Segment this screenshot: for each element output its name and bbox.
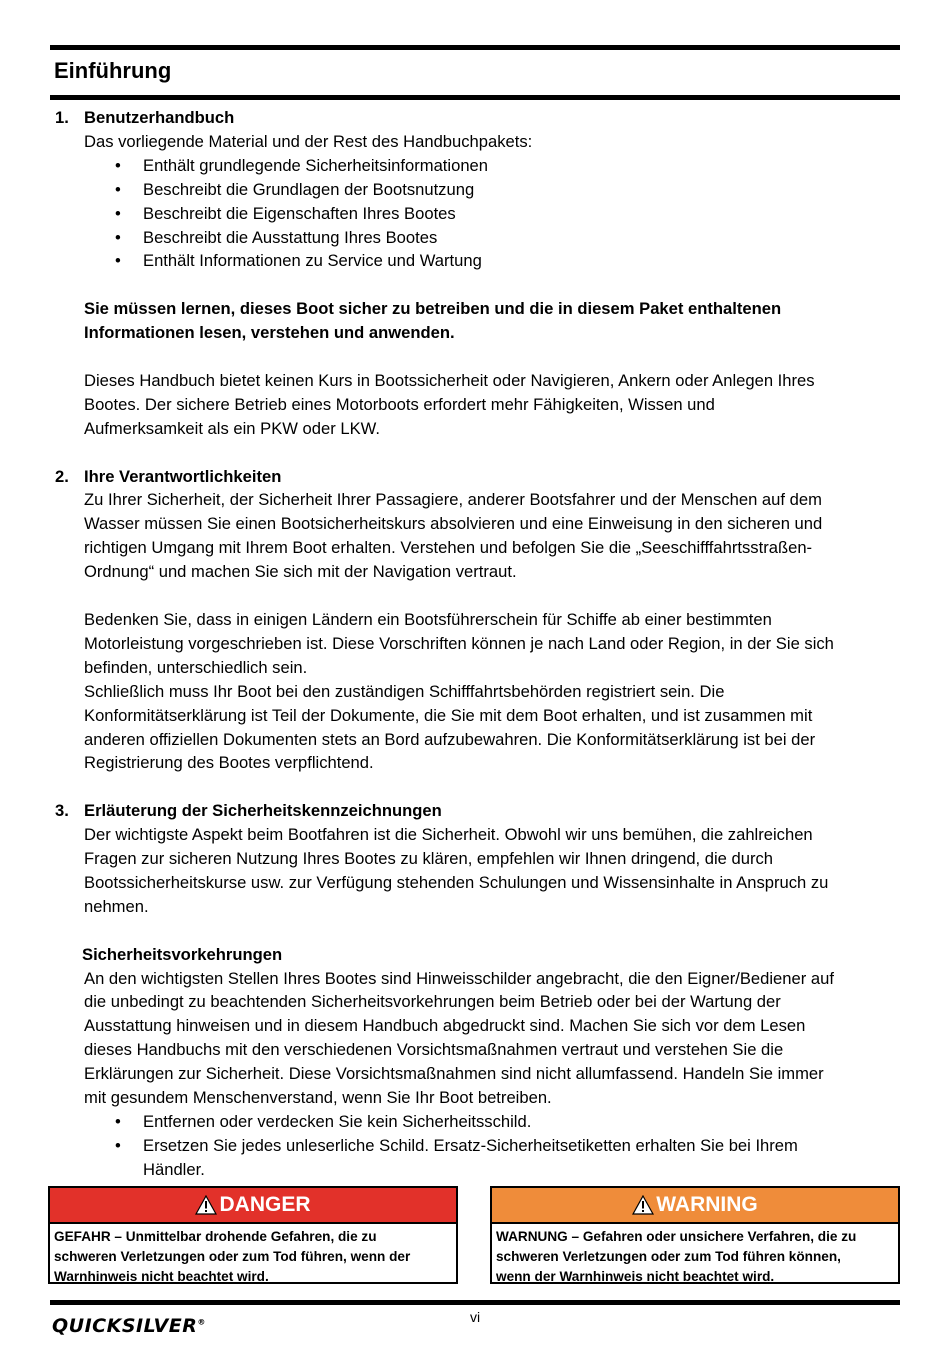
list-item: • Enthält grundlegende Sicherheitsinformationen bbox=[143, 154, 895, 178]
text-line: befinden, unterschiedlich sein. bbox=[84, 657, 308, 677]
text-line: Konformitätserklärung ist Teil der Dokumente, die Sie mit dem Boot erhalten, und ist zusammen mit bbox=[84, 705, 813, 725]
text-line: Informationen lesen, verstehen und anwenden. bbox=[84, 323, 455, 343]
section-3-bullet-list bbox=[55, 1110, 895, 1182]
section-1-emphasis bbox=[55, 297, 895, 345]
section-2-paragraph-1 bbox=[55, 488, 895, 584]
text-line: Bootes. Der sichere Betrieb eines Motorboots erfordert mehr Fähigkeiten, Wissen und bbox=[84, 394, 715, 414]
section-1-paragraph bbox=[55, 369, 895, 441]
section-1-bullet-list bbox=[55, 154, 895, 274]
page-title: Einführung bbox=[54, 58, 172, 83]
quicksilver-logo bbox=[52, 1315, 206, 1337]
text-line: schweren Verletzungen oder zum Tod führen können, bbox=[496, 1249, 841, 1264]
list-item bbox=[143, 1134, 895, 1182]
text-line: WARNUNG – Gefahren oder unsichere Verfahren, die zu bbox=[496, 1229, 857, 1244]
section-number: 3. bbox=[55, 801, 69, 821]
text-line: nehmen. bbox=[84, 896, 149, 916]
section-1-heading bbox=[55, 106, 895, 130]
registered-mark: ® bbox=[197, 1317, 206, 1327]
text-line: Ausstattung hinweisen und in diesem Handbuch abgedruckt sind. Machen Sie sich vor dem Lesen bbox=[84, 1016, 806, 1036]
section-number: 1. bbox=[55, 108, 69, 127]
text-line: Schließlich muss Ihr Boot bei den zuständigen Schifffahrtsbehörden registriert sein. Die bbox=[84, 681, 725, 701]
warning-sign bbox=[490, 1186, 900, 1284]
text-line: Bedenken Sie, dass in einigen Ländern ein Bootsführerschein für Schiffe ab einer bestimmten bbox=[84, 609, 772, 629]
text-line: wenn der Warnhinweis nicht beachtet wird. bbox=[496, 1269, 775, 1284]
text-line: schweren Verletzungen oder zum Tod führen, wenn der bbox=[54, 1249, 411, 1264]
page-number: vi bbox=[470, 1309, 481, 1325]
text-line: Sie müssen lernen, dieses Boot sicher zu betreiben und die in diesem Paket enthaltenen bbox=[84, 299, 782, 319]
text-line: Händler. bbox=[143, 1159, 205, 1179]
section-title: Erläuterung der Sicherheitskennzeichnungen bbox=[84, 801, 442, 821]
text-line: Fragen zur sicheren Nutzung Ihres Bootes zu klären, empfehlen wir Ihnen dringend, die durch bbox=[84, 849, 774, 869]
section-3-heading bbox=[55, 799, 895, 823]
text-line: Registrierung des Bootes verpflichtend. bbox=[84, 753, 374, 773]
text-line: GEFAHR – Unmittelbar drohende Gefahren, die zu bbox=[54, 1229, 377, 1244]
text-line: mit gesundem Menschenverstand, wenn Sie Ihr Boot betreiben. bbox=[84, 1088, 552, 1108]
text-line: richtigen Umgang mit Ihrem Boot erhalten. Verstehen und befolgen Sie die „Seeschifffahrtsstraßen- bbox=[84, 538, 813, 558]
text-line: Dieses Handbuch bietet keinen Kurs in Bootssicherheit oder Navigieren, Ankern oder Anlegen Ihres bbox=[84, 370, 815, 390]
list-item: • Enthält Informationen zu Service und Wartung bbox=[143, 249, 895, 273]
text-line: Warnhinweis nicht beachtet wird. bbox=[54, 1269, 269, 1284]
document-body bbox=[55, 106, 895, 1182]
text-line: Ordnung“ und machen Sie sich mit der Navigation vertraut. bbox=[84, 562, 517, 582]
list-item: • Entfernen oder verdecken Sie kein Sicherheitsschild. bbox=[143, 1110, 895, 1134]
brand-name: QUICKSILVER bbox=[52, 1315, 198, 1337]
footer-rule bbox=[50, 1300, 900, 1305]
text-line: Bootssicherheitskurse usw. zur Verfügung stehenden Schulungen und Wissensinhalte in Anspruch zu bbox=[84, 872, 829, 892]
warning-sign-header bbox=[492, 1188, 898, 1224]
text-line: Motorleistung vorgeschrieben ist. Diese Vorschriften können je nach Land oder Region, in der Sie sich bbox=[84, 633, 834, 653]
text-line: Aufmerksamkeit als ein PKW oder LKW. bbox=[84, 418, 381, 438]
subsection-heading: Sicherheitsvorkehrungen bbox=[82, 944, 283, 964]
text-line: die unbedingt zu beachtenden Sicherheitsvorkehrungen beim Betrieb oder bei der Wartung der bbox=[84, 992, 781, 1012]
list-item: • Beschreibt die Grundlagen der Bootsnutzung bbox=[143, 178, 895, 202]
top-rule bbox=[50, 45, 900, 50]
section-2-heading bbox=[55, 465, 895, 489]
danger-sign-header bbox=[50, 1188, 456, 1224]
danger-sign-text bbox=[50, 1224, 456, 1290]
list-item: • Beschreibt die Ausstattung Ihres Bootes bbox=[143, 226, 895, 250]
list-item: • Beschreibt die Eigenschaften Ihres Bootes bbox=[143, 202, 895, 226]
warning-triangle-icon bbox=[195, 1195, 217, 1215]
text-line: anderen offiziellen Dokumenten stets an Bord aufzubewahren. Die Konformitätserklärung ist bei der bbox=[84, 729, 816, 749]
danger-label: DANGER bbox=[219, 1193, 311, 1216]
subsection-paragraph bbox=[55, 967, 895, 1110]
section-title: Benutzerhandbuch bbox=[84, 108, 235, 127]
danger-sign bbox=[48, 1186, 458, 1284]
section-3-paragraph bbox=[55, 823, 895, 919]
text-line: An den wichtigsten Stellen Ihres Bootes sind Hinweisschilder angebracht, die den Eigner/Bediener auf bbox=[84, 968, 834, 988]
text-line: Erklärungen zur Sicherheit. Diese Vorsichtsmaßnahmen sind nicht allumfassend. Handeln Sie immer bbox=[84, 1064, 824, 1084]
section-title: Ihre Verantwortlichkeiten bbox=[84, 466, 282, 486]
section-number: 2. bbox=[55, 466, 69, 486]
text-line: Der wichtigste Aspekt beim Bootfahren ist die Sicherheit. Obwohl wir uns bemühen, die zahlreichen bbox=[84, 825, 813, 845]
section-1-intro: Das vorliegende Material und der Rest des Handbuchpakets: bbox=[84, 131, 533, 151]
text-line: Ersetzen Sie jedes unleserliche Schild. Ersatz-Sicherheitsetiketten erhalten Sie bei Ihrem bbox=[143, 1135, 798, 1155]
title-rule bbox=[50, 95, 900, 100]
text-line: dieses Handbuchs mit den verschiedenen Vorsichtsmaßnahmen vertraut und verstehen Sie die bbox=[84, 1040, 784, 1060]
warning-label: WARNING bbox=[656, 1193, 758, 1216]
warning-sign-text bbox=[492, 1224, 898, 1290]
warning-triangle-icon bbox=[632, 1195, 654, 1215]
text-line: Wasser müssen Sie einen Bootsicherheitskurs absolvieren und eine Einweisung in den sicheren und bbox=[84, 514, 823, 534]
text-line: Zu Ihrer Sicherheit, der Sicherheit Ihrer Passagiere, anderer Bootsfahrer und der Menschen auf dem bbox=[84, 490, 822, 510]
section-2-paragraph-2 bbox=[55, 608, 895, 775]
